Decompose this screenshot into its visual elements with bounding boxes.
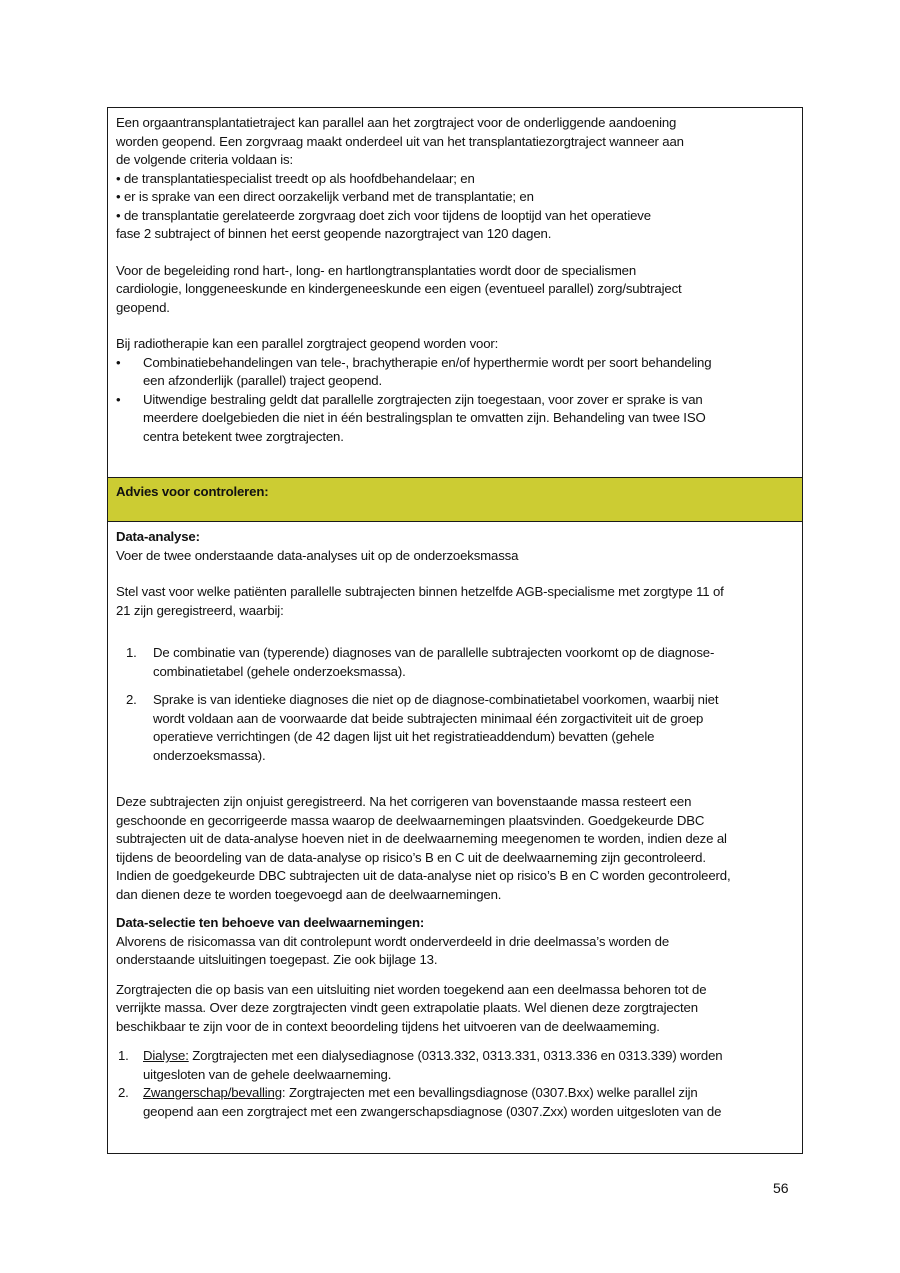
incorrect-line: geschoonde en gecorrigeerde massa waarop de deelwaarnemingen plaatsvinden. Goedgekeurde DBC <box>116 812 705 828</box>
advice-heading: Advies voor controleren: <box>116 484 269 499</box>
item-line: De combinatie van (typerende) diagnoses van de parallelle subtrajecten voorkomt op de diagnose- <box>153 645 715 660</box>
item-line: uitgesloten van de gehele deelwaarneming. <box>143 1066 392 1082</box>
incorrect-line: Indien de goedgekeurde DBC subtrajecten uit de data-analyse niet op risico’s B en C worden gecontroleerd, <box>116 868 731 883</box>
item-line: Sprake is van identieke diagnoses die niet op de diagnose-combinatietabel voorkomen, waarbij niet <box>153 692 719 707</box>
item-number: 1. <box>126 645 137 660</box>
intro-line: Een orgaantransplantatietraject kan parallel aan het zorgtraject voor de onderliggende aandoening <box>116 115 677 130</box>
incorrect-line: Deze subtrajecten zijn onjuist geregistreerd. Na het corrigeren van bovenstaande massa resteert een <box>116 794 692 809</box>
incorrect-line: tijdens de beoordeling van de data-analyse op risico’s B en C uit de deelwaarneming zijn gecontroleerd. <box>116 849 706 865</box>
determine-line: 21 zijn geregistreerd, waarbij: <box>116 602 284 618</box>
transplant-radiotherapy-cell <box>108 108 802 477</box>
exclusion-label: Dialyse: <box>143 1048 189 1063</box>
advice-header-band <box>108 477 802 522</box>
heart-lung-line: geopend. <box>116 299 170 315</box>
page-number: 56 <box>773 1180 789 1196</box>
enriched-line: beschikbaar te zijn voor de in context beoordeling tijdens het uitvoeren van de deelwaameming. <box>116 1018 660 1034</box>
radiotherapy-bullet <box>116 354 794 391</box>
advice-body-cell <box>108 522 802 1153</box>
analysis-item <box>116 644 794 681</box>
incorrect-line: subtrajecten uit de data-analyse hoeven niet in de deelwaarneming meegenomen te worden, indien deze al <box>116 831 727 846</box>
heart-lung-line: Voor de begeleiding rond hart-, long- en hartlongtransplantaties wordt door de specialismen <box>116 262 637 278</box>
data-analysis-intro: Voer de twee onderstaande data-analyses uit op de onderzoeksmassa <box>116 547 519 563</box>
item-number: 2. <box>126 692 137 707</box>
bullet-line: centra betekent twee zorgtrajecten. <box>143 428 344 444</box>
exclusion-item <box>116 1084 794 1121</box>
criteria-item: • er is sprake van een direct oorzakelijk verband met de transplantatie; en <box>116 189 534 204</box>
intro-line: de volgende criteria voldaan is: <box>116 152 294 167</box>
intro-line: worden geopend. Een zorgvraag maakt onderdeel uit van het transplantatiezorgtraject wanneer aan <box>116 133 684 149</box>
bullet-line: meerdere doelgebieden die niet in één bestralingsplan te omvatten zijn. Behandeling van twee ISO <box>143 410 706 425</box>
criteria-item: • de transplantatiespecialist treedt op als hoofdbehandelaar; en <box>116 170 475 186</box>
determine-line: Stel vast voor welke patiënten parallelle subtrajecten binnen hetzelfde AGB-specialisme met zorgtype 11 of <box>116 584 724 599</box>
selection-line: Alvorens de risicomassa van dit controlepunt wordt onderverdeeld in drie deelmassa’s worden de <box>116 933 670 949</box>
item-line: onderzoeksmassa). <box>153 747 266 763</box>
item-line: operatieve verrichtingen (de 42 dagen lijst uit het registratieaddendum) bevatten (gehele <box>153 729 655 744</box>
enriched-line: verrijkte massa. Over deze zorgtrajecten vindt geen extrapolatie plaats. Wel dienen deze zorgtrajecten <box>116 1000 698 1015</box>
radiotherapy-bullet <box>116 391 794 447</box>
content-table <box>107 107 803 1154</box>
exclusion-label: Zwangerschap/bevalling <box>143 1085 282 1100</box>
criteria-item: • de transplantatie gerelateerde zorgvraag doet zich voor tijdens de looptijd van het operatieve <box>116 207 651 223</box>
bullet-line: een afzonderlijk (parallel) traject geopend. <box>143 373 382 388</box>
enriched-line: Zorgtrajecten die op basis van een uitsluiting niet worden toegekend aan een deelmassa behoren tot de <box>116 981 707 997</box>
radiotherapy-intro: Bij radiotherapie kan een parallel zorgtraject geopend worden voor: <box>116 336 499 351</box>
heart-lung-line: cardiologie, longgeneeskunde en kindergeneeskunde een eigen (eventueel parallel) zorg/subtraject <box>116 281 682 296</box>
item-line: wordt voldaan aan de voorwaarde dat beide subtrajecten minimaal één zorgactiviteit uit de groep <box>153 710 704 726</box>
selection-heading: Data-selectie ten behoeve van deelwaarnemingen: <box>116 915 425 930</box>
data-analysis-heading: Data-analyse: <box>116 529 200 544</box>
incorrect-line: dan dienen deze te worden toegevoegd aan de deelwaarnemingen. <box>116 886 502 902</box>
bullet-line: Uitwendige bestraling geldt dat parallelle zorgtrajecten zijn toegestaan, voor zover er sprake is van <box>143 391 703 407</box>
exclusion-item <box>116 1047 794 1084</box>
item-line: combinatietabel (gehele onderzoeksmassa). <box>153 663 406 679</box>
analysis-item <box>116 691 794 765</box>
item-text: : Zorgtrajecten met een bevallingsdiagnose (0307.Bxx) welke parallel zijn <box>281 1085 698 1100</box>
item-number: 2. <box>118 1085 129 1100</box>
selection-line: onderstaande uitsluitingen toegepast. Zie ook bijlage 13. <box>116 952 438 967</box>
bullet-line: Combinatiebehandelingen van tele-, brachytherapie en/of hyperthermie wordt per soort behandeling <box>143 354 712 370</box>
criteria-tail: fase 2 subtraject of binnen het eerst geopende nazorgtraject van 120 dagen. <box>116 226 552 241</box>
bullet-icon: • <box>116 391 121 407</box>
bullet-icon: • <box>116 354 121 370</box>
item-text: Zorgtrajecten met een dialysediagnose (0313.332, 0313.331, 0313.336 en 0313.339) worden <box>188 1048 723 1063</box>
item-line: geopend aan een zorgtraject met een zwangerschapsdiagnose (0307.Zxx) worden uitgesloten van de <box>143 1103 722 1119</box>
item-number: 1. <box>118 1048 129 1063</box>
